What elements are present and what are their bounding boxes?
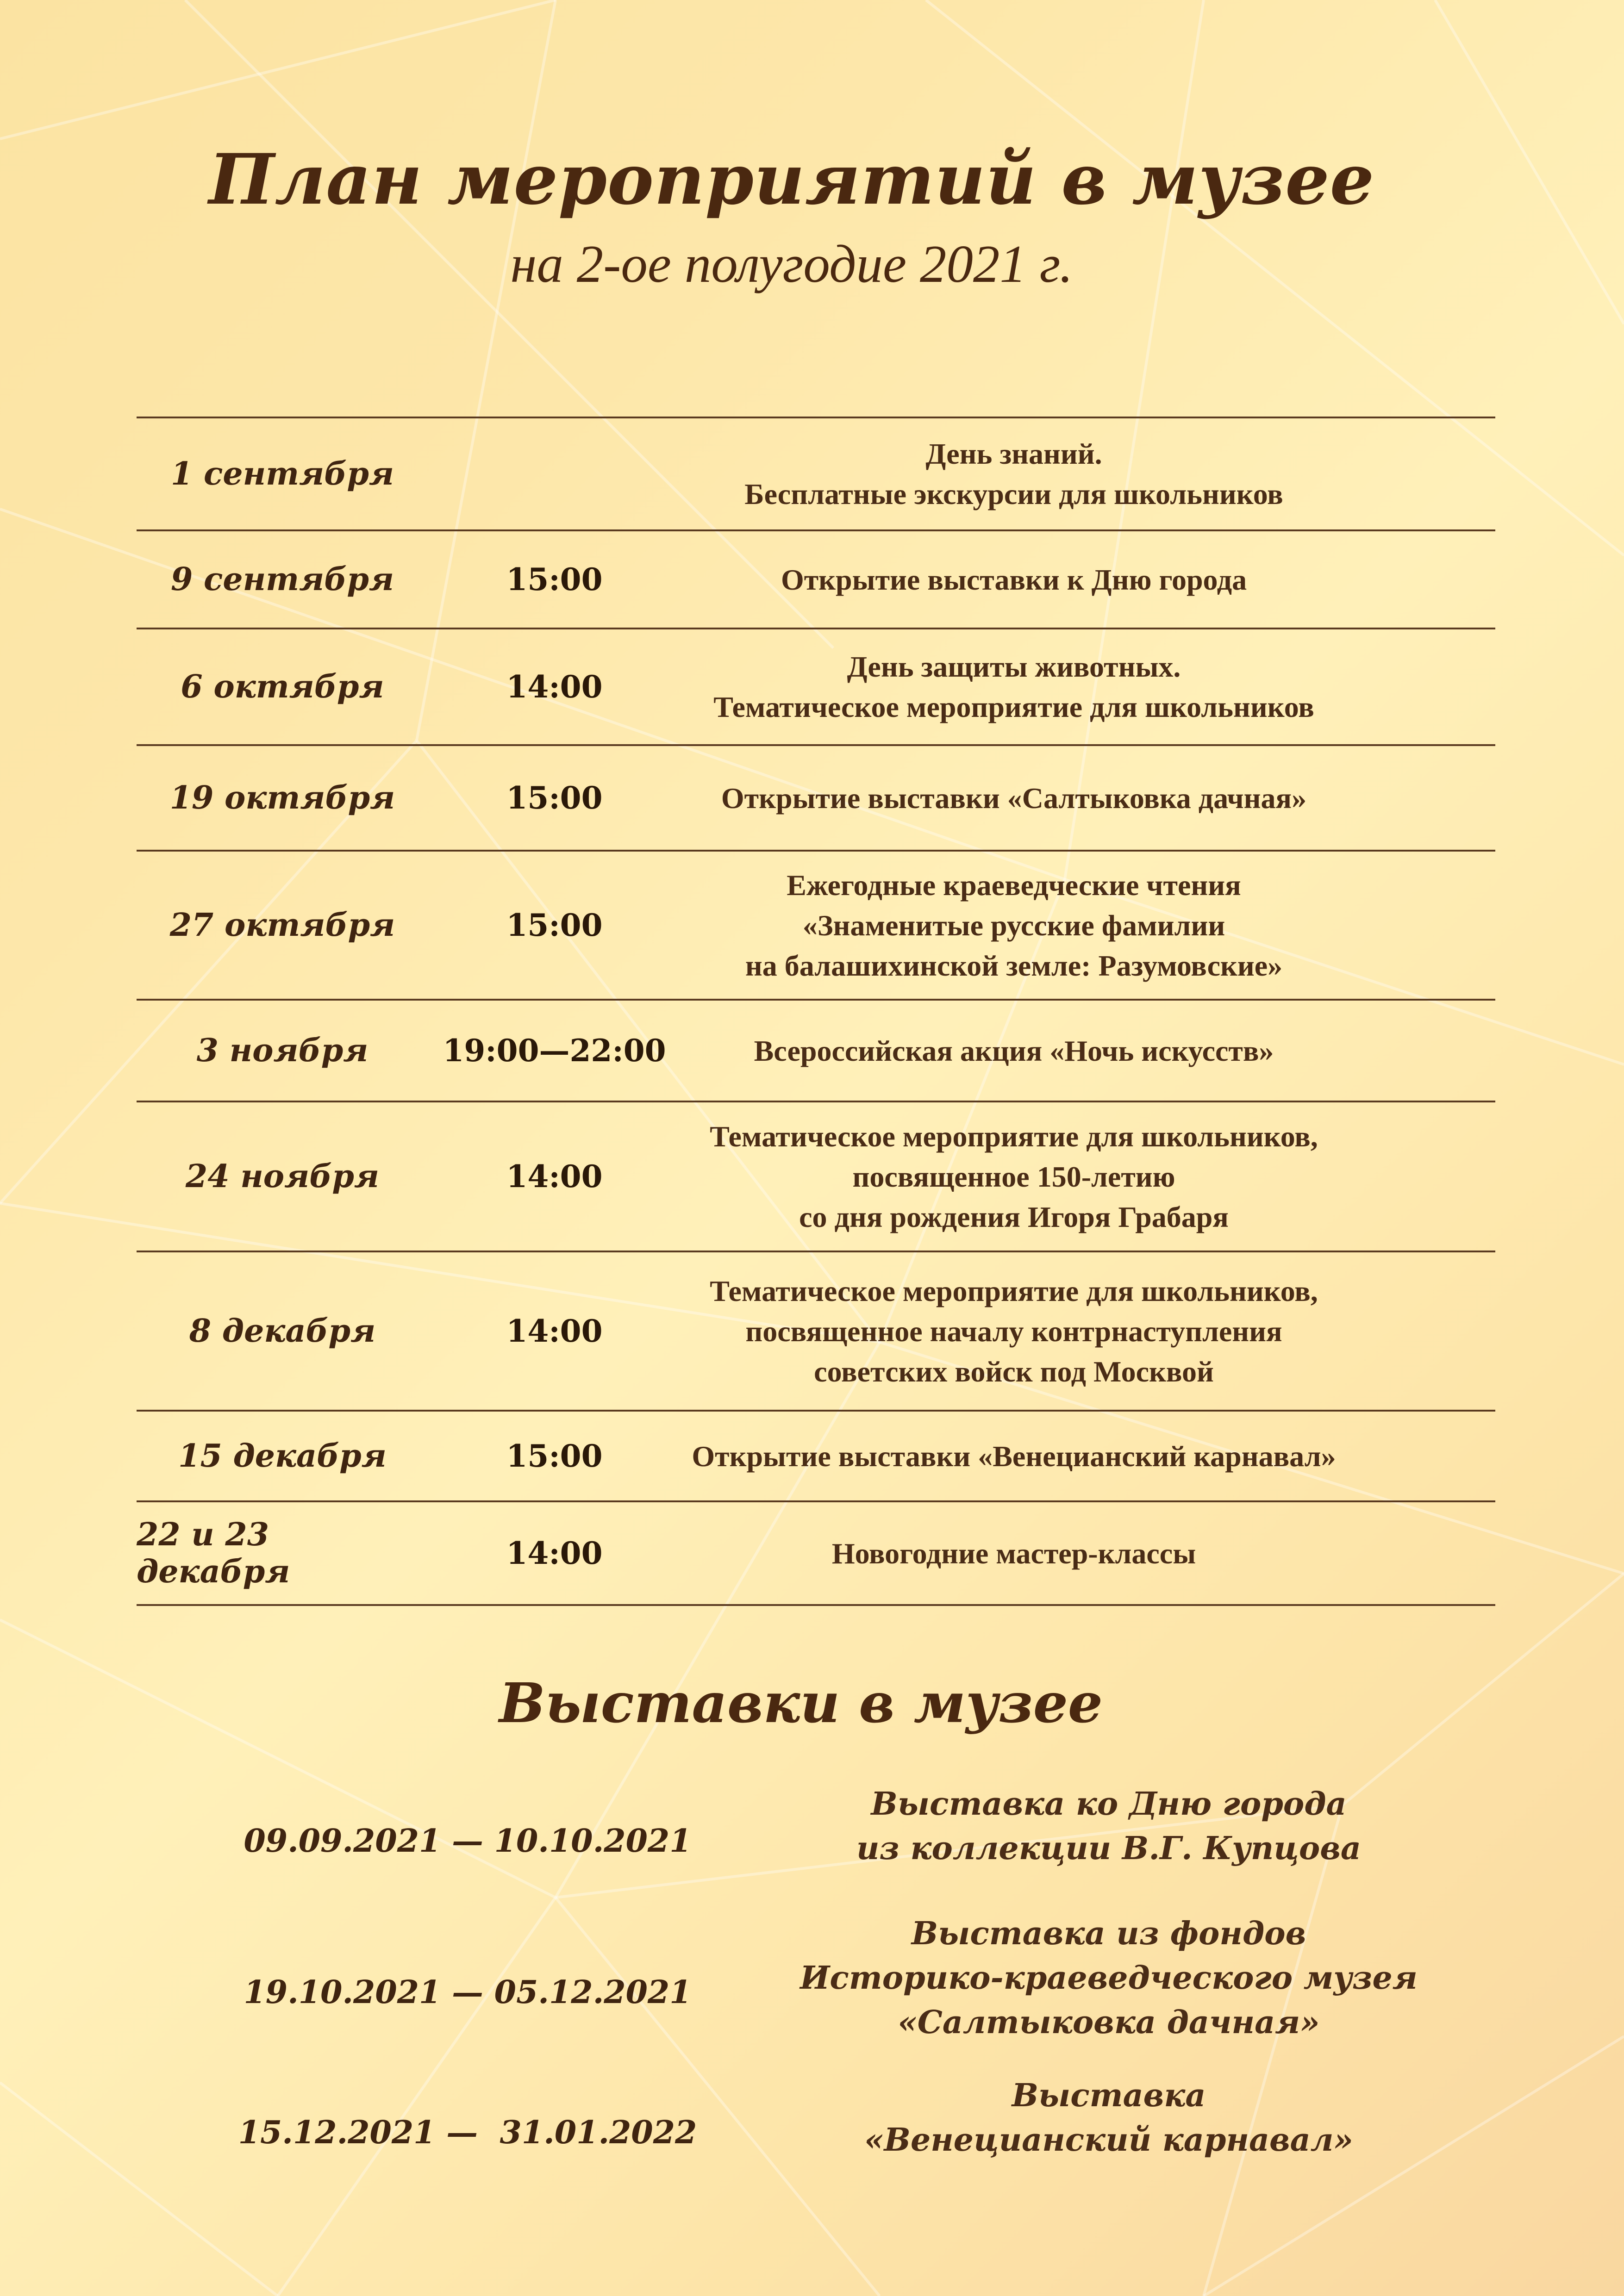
event-description bbox=[720, 1001, 1308, 1101]
exhibition-description-line: из коллекции В.Г. Купцова bbox=[856, 1830, 1361, 1867]
event-date: 22 и 23 декабря bbox=[137, 1516, 290, 1590]
event-date: 8 декабря bbox=[189, 1313, 376, 1350]
event-description bbox=[692, 1412, 1336, 1500]
event-time: 15:00 bbox=[506, 1438, 603, 1474]
exhibition-dates: 09.09.2021 — 10.10.2021 bbox=[244, 1823, 692, 1860]
exhibition-description bbox=[787, 2073, 1430, 2162]
exhibition-description bbox=[787, 1782, 1430, 1871]
event-description-line: Бесплатные экскурсии для школьников bbox=[744, 478, 1283, 510]
exhibition-description-line: Выставка ко Дню города bbox=[871, 1786, 1347, 1823]
event-row bbox=[137, 746, 1495, 852]
event-date: 6 октября bbox=[181, 668, 384, 705]
event-row bbox=[137, 1502, 1495, 1606]
exhibition-dates: 19.10.2021 — 05.12.2021 bbox=[244, 1974, 692, 2011]
event-description bbox=[710, 1102, 1318, 1251]
exhibition-description-line: Историко-краеведческого музея bbox=[800, 1960, 1418, 1997]
page-subtitle: на 2-ое полугодие 2021 г. bbox=[510, 235, 1073, 293]
exhibition-description bbox=[787, 1911, 1430, 2045]
event-time: 14:00 bbox=[506, 1158, 603, 1195]
event-description bbox=[713, 629, 1314, 744]
event-description-line: со дня рождения Игоря Грабаря bbox=[799, 1200, 1229, 1233]
event-row bbox=[137, 1102, 1495, 1252]
event-description-line: Ежегодные краеведческие чтения bbox=[787, 868, 1241, 902]
event-time: 15:00 bbox=[506, 780, 603, 816]
event-row bbox=[137, 1252, 1495, 1412]
event-date: 15 декабря bbox=[178, 1437, 387, 1475]
event-time bbox=[428, 418, 681, 529]
event-description-line: Тематическое мероприятие для школьников, bbox=[710, 1274, 1318, 1307]
events-table bbox=[137, 417, 1495, 1606]
event-description-line: Новогодние мастер-классы bbox=[831, 1537, 1196, 1570]
event-time: 14:00 bbox=[506, 669, 603, 705]
event-description bbox=[720, 852, 1308, 999]
event-description-line: Открытие выставки к Дню города bbox=[781, 563, 1247, 596]
event-description bbox=[720, 1502, 1308, 1604]
event-time: 15:00 bbox=[506, 907, 603, 943]
event-description-line: Всероссийская акция «Ночь искусств» bbox=[754, 1034, 1274, 1067]
event-time: 14:00 bbox=[506, 1535, 603, 1571]
event-description-line: Открытие выставки «Салтыковка дачная» bbox=[721, 781, 1307, 815]
event-date: 24 ноября bbox=[185, 1158, 380, 1195]
event-description-line: советских войск под Москвой bbox=[814, 1355, 1214, 1388]
event-row bbox=[137, 852, 1495, 1001]
event-time: 19:00—22:00 bbox=[443, 1033, 666, 1069]
event-description-line: Тематическое мероприятие для школьников bbox=[713, 691, 1314, 723]
event-description-line: «Знаменитые русские фамилии bbox=[802, 908, 1225, 942]
event-date: 3 ноября bbox=[196, 1032, 369, 1069]
event-date: 19 октября bbox=[169, 779, 395, 816]
event-date: 9 сентября bbox=[170, 561, 394, 598]
event-description-line: День защиты животных. bbox=[847, 650, 1181, 683]
page-title: План мероприятий в музее bbox=[208, 139, 1375, 220]
exhibition-dates: 15.12.2021 — 31.01.2022 bbox=[238, 2114, 697, 2151]
event-description bbox=[720, 531, 1308, 628]
event-description-line: на балашихинской земле: Разумовские» bbox=[745, 949, 1283, 982]
exhibition-description-line: «Салтыковка дачная» bbox=[898, 2004, 1320, 2041]
event-description-line: посвященное началу контрнаступления bbox=[745, 1314, 1282, 1348]
exhibition-description-line: «Венецианский карнавал» bbox=[864, 2122, 1353, 2159]
event-description bbox=[720, 418, 1308, 529]
event-row bbox=[137, 1001, 1495, 1102]
exhibition-description-line: Выставка bbox=[1012, 2077, 1206, 2114]
event-date: 27 октября bbox=[169, 907, 395, 944]
event-row bbox=[137, 1412, 1495, 1502]
event-description-line: Тематическое мероприятие для школьников, bbox=[710, 1120, 1318, 1153]
event-description-line: посвященное 150-летию bbox=[852, 1160, 1175, 1193]
event-date: 1 сентября bbox=[170, 455, 394, 492]
event-row bbox=[137, 531, 1495, 629]
event-description bbox=[720, 746, 1308, 850]
exhibition-description-line: Выставка из фондов bbox=[911, 1915, 1306, 1952]
event-description-line: Открытие выставки «Венецианский карнавал» bbox=[692, 1439, 1336, 1473]
event-description bbox=[710, 1252, 1318, 1410]
event-time: 14:00 bbox=[506, 1313, 603, 1349]
event-row bbox=[137, 629, 1495, 746]
event-description-line: День знаний. bbox=[925, 437, 1102, 470]
event-row bbox=[137, 418, 1495, 531]
event-time: 15:00 bbox=[506, 561, 603, 597]
exhibitions-title: Выставки в музее bbox=[499, 1671, 1103, 1735]
